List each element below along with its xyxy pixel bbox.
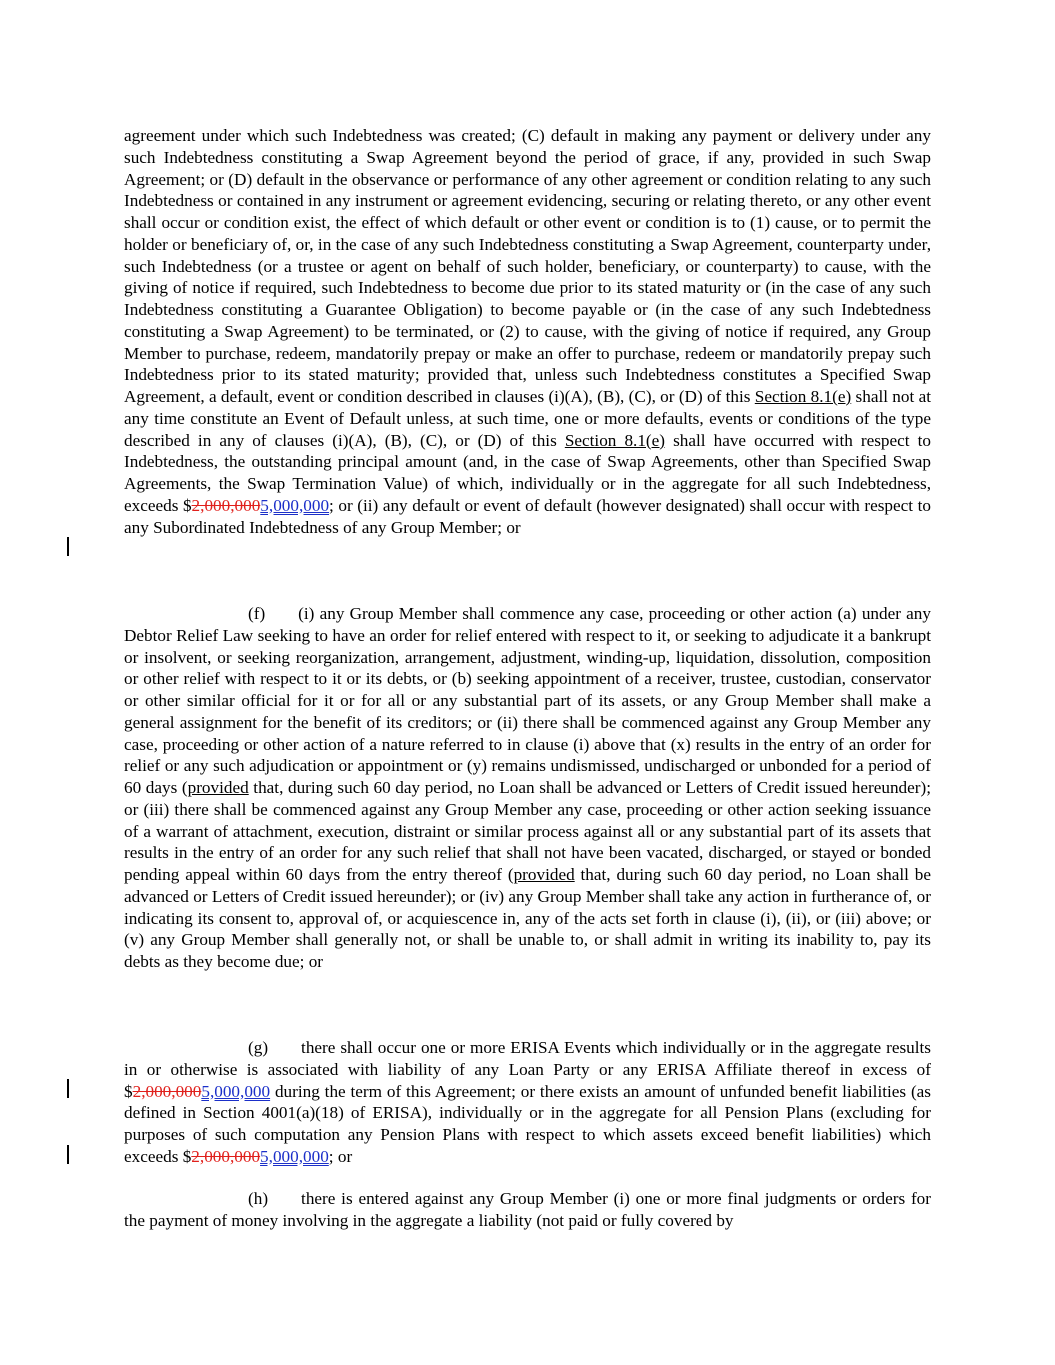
- deleted-amount: 2,000,000: [191, 495, 261, 515]
- provided-term: provided: [513, 865, 575, 884]
- inserted-amount: 5,000,000: [260, 1146, 329, 1166]
- provided-term: provided: [187, 778, 249, 797]
- paragraph-h: (h) there is entered against any Group Member (i) one or more final judgments or orders for the payment of money involving in the aggregate a liability (not paid or fully covered by: [124, 1189, 931, 1230]
- inserted-amount: 5,000,000: [260, 495, 330, 515]
- deleted-amount: 2,000,000: [132, 1081, 202, 1101]
- paragraph-e-continued: agreement under which such Indebtedness was created; (C) default in making any payment or delivery under any such Indebtedness constituting a Swap Agreement beyond the period of grace, if any, provided in such Swap Agreement; or (D) default in the observance or performance of any other agreement or condition relating to any such Indebtedness or contained in any instrument or agreement evidencing, securing or relating thereto, or any other event shall occur or condition exist, the effect of which default or other event or condition is to (1) cause, or to permit the holder or beneficiary of, or, in the case of any such Indebtedness constituting a Swap Agreement, counterparty under, such Indebtedness (or a trustee or agent on behalf of such holder, beneficiary, or counterparty) to cause, with the giving of notice if required, such Indebtedness to become due prior to its stated maturity or (in the case of any such Indebtedness constituting a Guarantee Obligation) to become payable or (in the case of any such Indebtedness constituting a Swap Agreement) to be terminated, or (2) to cause, with the giving of notice if required, any Group Member to purchase, redeem, mandatorily prepay or make an offer to purchase, redeem or mandatorily prepay such Indebtedness prior to its stated maturity; provided that, unless such Indebtedness constitutes a Specified Swap Agreement, a default, event or condition described in clauses (i)(A), (B), (C), or (D) of this Section 8.1(e) shall not at any time constitute an Event of Default unless, at such time, one or more defaults, events or conditions of the type described in any of clauses (i)(A), (B), (C), or (D) of this Section 8.1(e) shall have occurred with respect to Indebtedness, the outstanding principal amount (and, in the case of Swap Agreements, other than Specified Swap Agreements, the Swap Termination Value) of which, individually or in the aggregate for all such Indebtedness, exceeds $2,000,0005,000,000; or (ii) any default or event of default (however designated) shall occur with respect to any Subordinated Indebtedness of any Group Member; or: [124, 126, 931, 537]
- deleted-amount: 2,000,000: [191, 1146, 261, 1166]
- clause-label: (h): [248, 1189, 269, 1208]
- section-reference[interactable]: Section 8.1(e): [564, 430, 666, 450]
- clause-label: (g): [248, 1038, 269, 1057]
- paragraph-g: (g) there shall occur one or more ERISA Events which individually or in the aggregate results in or otherwise is associated with liability of any Loan Party or any ERISA Affiliate thereof in excess of $2,000,0005,000,000 during the term of this Agreement; or there exists an amount of unfunded benefit liabilities (as defined in Section 4001(a)(18) of ERISA), individually or in the aggregate for all Pension Plans (excluding for purposes of such computation any Pension Plans with respect to which assets exceed benefit liabilities) which exceeds $2,000,0005,000,000; or: [124, 1038, 931, 1166]
- inserted-amount: 5,000,000: [201, 1081, 271, 1101]
- paragraph-f: (f) (i) any Group Member shall commence any case, proceeding or other action (a) under any Debtor Relief Law seeking to have an order for relief entered with respect to it, or seeking to adjudicate it a bankrupt or insolvent, or seeking reorganization, arrangement, adjustment, winding-up, liquidation, dissolution, composition or other relief with respect to it or its debts, or (b) seeking appointment of a receiver, trustee, custodian, conservator or other similar official for it or for all or any substantial part of its assets, or any Group Member shall make a general assignment for the benefit of its creditors; or (ii) there shall be commenced against any Group Member any case, proceeding or other action of a nature referred to in clause (i) above that (x) results in the entry of an order for relief or any such adjudication or appointment or (y) remains undismissed, undischarged or unbonded for a period of 60 days (provided that, during such 60 day period, no Loan shall be advanced or Letters of Credit issued hereunder); or (iii) there shall be commenced against any Group Member any case, proceeding or other action seeking issuance of a warrant of attachment, execution, distraint or similar process against all or any substantial part of its assets that results in the entry of an order for any such relief that shall not have been vacated, discharged, or stayed or bonded pending appeal within 60 days from the entry thereof (provided that, during such 60 day period, no Loan shall be advanced or Letters of Credit issued hereunder); or (iv) any Group Member shall take any action in furtherance of, or indicating its consent to, approval of, or acquiescence in, any of the acts set forth in clause (i), (ii), or (iii) above; or (v) any Group Member shall generally not, or shall be unable to, or shall admit in writing its inability to, pay its debts as they become due; or: [124, 604, 931, 971]
- change-bar: [67, 1079, 69, 1098]
- change-bar: [67, 537, 69, 556]
- change-bar: [67, 1145, 69, 1164]
- section-reference[interactable]: Section 8.1(e): [754, 387, 852, 406]
- clause-label: (f): [248, 604, 266, 623]
